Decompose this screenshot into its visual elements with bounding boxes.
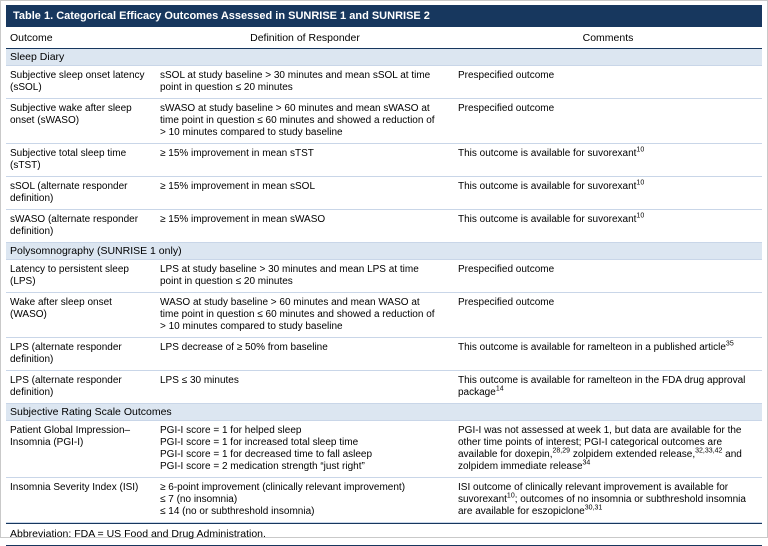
table-row [6,478,762,523]
reference-superscript: 35 [725,340,734,348]
definition-line: ≤ 7 (no insomnia) [160,494,238,505]
comments-cell: Prespecified outcome [458,264,555,275]
outcome-cell: Subjective total sleep time (sTST) [10,148,127,171]
outcome-cell: Wake after sleep onset (WASO) [10,297,112,320]
column-header-definition: Definition of Responder [250,32,360,44]
table-row [6,293,762,338]
definition-cell [156,66,454,98]
table-row [6,260,762,293]
definition-line: ≥ 15% improvement in mean sSOL [160,181,315,192]
table-row [6,144,762,177]
definition-line: LPS ≤ 30 minutes [160,375,239,386]
table-row [6,66,762,99]
table-title: Table 1. Categorical Efficacy Outcomes Assessed in SUNRISE 1 and SUNRISE 2 [6,5,762,27]
definition-cell [156,144,454,176]
definition-line: PGI-I score = 1 for decreased time to fall asleep [160,449,373,460]
outcome-cell: Subjective wake after sleep onset (sWASO) [10,103,132,126]
reference-superscript: 34 [582,459,591,467]
comments-cell: This outcome is available for ramelteon in a published article$^{35}$ [458,340,734,353]
outcome-cell: sSOL (alternate responder definition) [10,181,128,204]
table-row [6,99,762,144]
reference-superscript: 10 [636,179,645,187]
definition-line: LPS at study baseline > 30 minutes and mean LPS at time point in question ≤ 20 minutes [160,264,419,287]
table-row [6,371,762,404]
reference-superscript: 10 [636,146,645,154]
reference-superscript: 28,29 [552,447,571,455]
definition-cell [156,371,454,403]
table-row [6,338,762,371]
outcome-cell: sWASO (alternate responder definition) [10,214,139,237]
comments-cell: ISI outcome of clinically relevant improvement is available for suvorexant$^{10}$; outcomes of no insomnia or subthreshold insomnia are available for eszopiclone$^{30,31}$ [458,482,746,517]
table-row [6,421,762,478]
outcome-cell: Patient Global Impression–Insomnia (PGI-I) [10,425,131,448]
reference-superscript: 30,31 [584,504,603,512]
reference-superscript: 10 [506,492,515,500]
table-footnote: Abbreviation: FDA = US Food and Drug Administration. [6,523,762,546]
comments-cell: This outcome is available for suvorexant$^{10}$ [458,146,645,159]
definition-line: ≥ 15% improvement in mean sTST [160,148,314,159]
outcome-cell: Subjective sleep onset latency (sSOL) [10,70,145,93]
definition-cell [156,293,454,337]
definition-line: ≤ 14 (no or subthreshold insomnia) [160,506,315,517]
column-header-outcome: Outcome [10,32,53,44]
comments-cell: Prespecified outcome [458,103,555,114]
definition-cell [156,210,454,242]
reference-superscript: 32,33,42 [695,447,723,455]
section-header: Polysomnography (SUNRISE 1 only) [6,243,762,260]
definition-line: sSOL at study baseline > 30 minutes and mean sSOL at time point in question ≤ 20 minutes [160,70,431,93]
definition-cell [156,478,454,522]
reference-superscript: 14 [495,385,504,393]
definition-line: WASO at study baseline > 60 minutes and mean WASO at time point in question ≤ 60 minutes and showed a reduction of > 10 minutes compared to study baseline [160,297,435,332]
definition-line: LPS decrease of ≥ 50% from baseline [160,342,328,353]
definition-cell [156,338,454,370]
comments-cell: This outcome is available for suvorexant$^{10}$ [458,179,645,192]
section-header: Subjective Rating Scale Outcomes [6,404,762,421]
column-header-comments: Comments [582,32,634,44]
comments-cell: Prespecified outcome [458,70,555,81]
definition-line: ≥ 6-point improvement (clinically relevant improvement) [160,482,406,493]
definition-cell [156,260,454,292]
definition-line: sWASO at study baseline > 60 minutes and mean sWASO at time point in question ≤ 60 minutes and showed a reduction of > 10 minutes compared to study baseline [160,103,435,138]
outcome-cell: Insomnia Severity Index (ISI) [10,482,139,493]
table-row [6,210,762,243]
comments-cell: This outcome is available for suvorexant$^{10}$ [458,212,645,225]
definition-cell [156,177,454,209]
table-row [6,177,762,210]
section-header: Sleep Diary [6,49,762,66]
column-header-row [6,27,762,49]
outcome-cell: Latency to persistent sleep (LPS) [10,264,129,287]
definition-cell [156,421,454,477]
reference-superscript: 10 [636,212,645,220]
comments-cell: Prespecified outcome [458,297,555,308]
comments-cell: This outcome is available for ramelteon in the FDA drug approval package$^{14}$ [458,375,746,398]
definition-line: PGI-I score = 1 for helped sleep [160,425,302,436]
definition-line: ≥ 15% improvement in mean sWASO [160,214,326,225]
outcome-cell: LPS (alternate responder definition) [10,342,122,365]
comments-cell: PGI-I was not assessed at week 1, but data are available for the other time points of interest; PGI-I categorical outcomes are available for doxepin,$^{28,29}$ zolpidem extended release,$^{32,33,42}$ and zolpidem immediate release$^{34}$ [458,425,742,472]
definition-line: PGI-I score = 1 for increased total sleep time [160,437,359,448]
definition-line: PGI-I score = 2 medication strength “just right” [160,461,365,472]
definition-cell [156,99,454,143]
outcome-cell: LPS (alternate responder definition) [10,375,122,398]
table-body [6,49,762,523]
